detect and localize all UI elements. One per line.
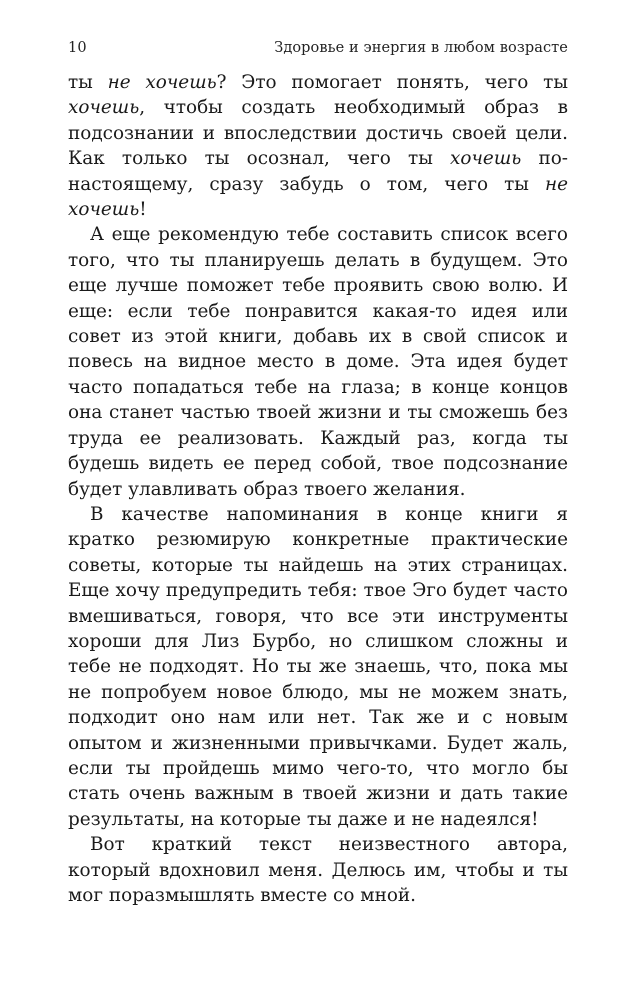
page-number: 10 xyxy=(68,40,87,56)
text-segment: В качестве напоминания в конце книги я кратко резюмирую конкретные практические советы, которые ты найдешь на этих страницах. Еще хочу предупредить тебя: твое Эго будет часто вмешиваться, говоря, что все эти инструменты хороши для Лиз Бурбо, но слишком сложны и тебе не подходят. Но ты же знаешь, что, пока мы не попробуем новое блюдо, мы не можем знать, подходит оно нам или нет. Так же и с новым опытом и жизненными привычками. Будет жаль, если ты пройдешь мимо чего-то, что могло бы стать очень важным в твоей жизни и дать такие результаты, на которые ты даже и не надеялся! xyxy=(68,503,568,830)
paragraph-1 xyxy=(68,70,568,222)
italic-segment: не хочешь xyxy=(68,173,568,221)
page-header xyxy=(68,40,568,56)
italic-segment: не хочешь xyxy=(107,72,217,93)
text-segment: ! xyxy=(139,199,147,221)
text-segment: ты xyxy=(68,72,108,93)
text-segment: ? Это помогает понять, чего ты xyxy=(216,72,568,93)
italic-segment: хочешь xyxy=(450,148,522,170)
body-text xyxy=(68,70,568,908)
text-segment: Вот краткий текст неизвестного автора, который вдохновил меня. Делюсь им, чтобы и ты мог поразмышлять вместе со мной. xyxy=(68,834,568,906)
italic-segment: хочешь xyxy=(68,97,140,119)
paragraph-4 xyxy=(68,832,568,908)
text-segment: по-настоящему, сразу забудь о том, чего ты xyxy=(68,148,569,195)
running-title: Здоровье и энергия в любом возрасте xyxy=(274,40,568,56)
paragraph-3 xyxy=(68,502,568,832)
text-segment: , чтобы создать необходимый образ в подсознании и впоследствии достичь своей цели. Как только ты осознал, чего ты xyxy=(68,97,568,170)
book-page xyxy=(68,40,568,908)
text-segment: А еще рекомендую тебе составить список всего того, что ты планируешь делать в будущем. Это еще лучше поможет тебе проявить свою волю. И еще: если тебе понравится какая-то идея или совет из этой книги, добавь их в свой список и повесь на видное место в доме. Эта идея будет часто попадаться тебе на глаза; в конце концов она станет частью твоей жизни и ты сможешь без труда ее реализовать. Каждый раз, когда ты будешь видеть ее перед собой, твое подсознание будет улавливать образ твоего желания. xyxy=(68,224,568,500)
paragraph-2 xyxy=(68,222,568,501)
